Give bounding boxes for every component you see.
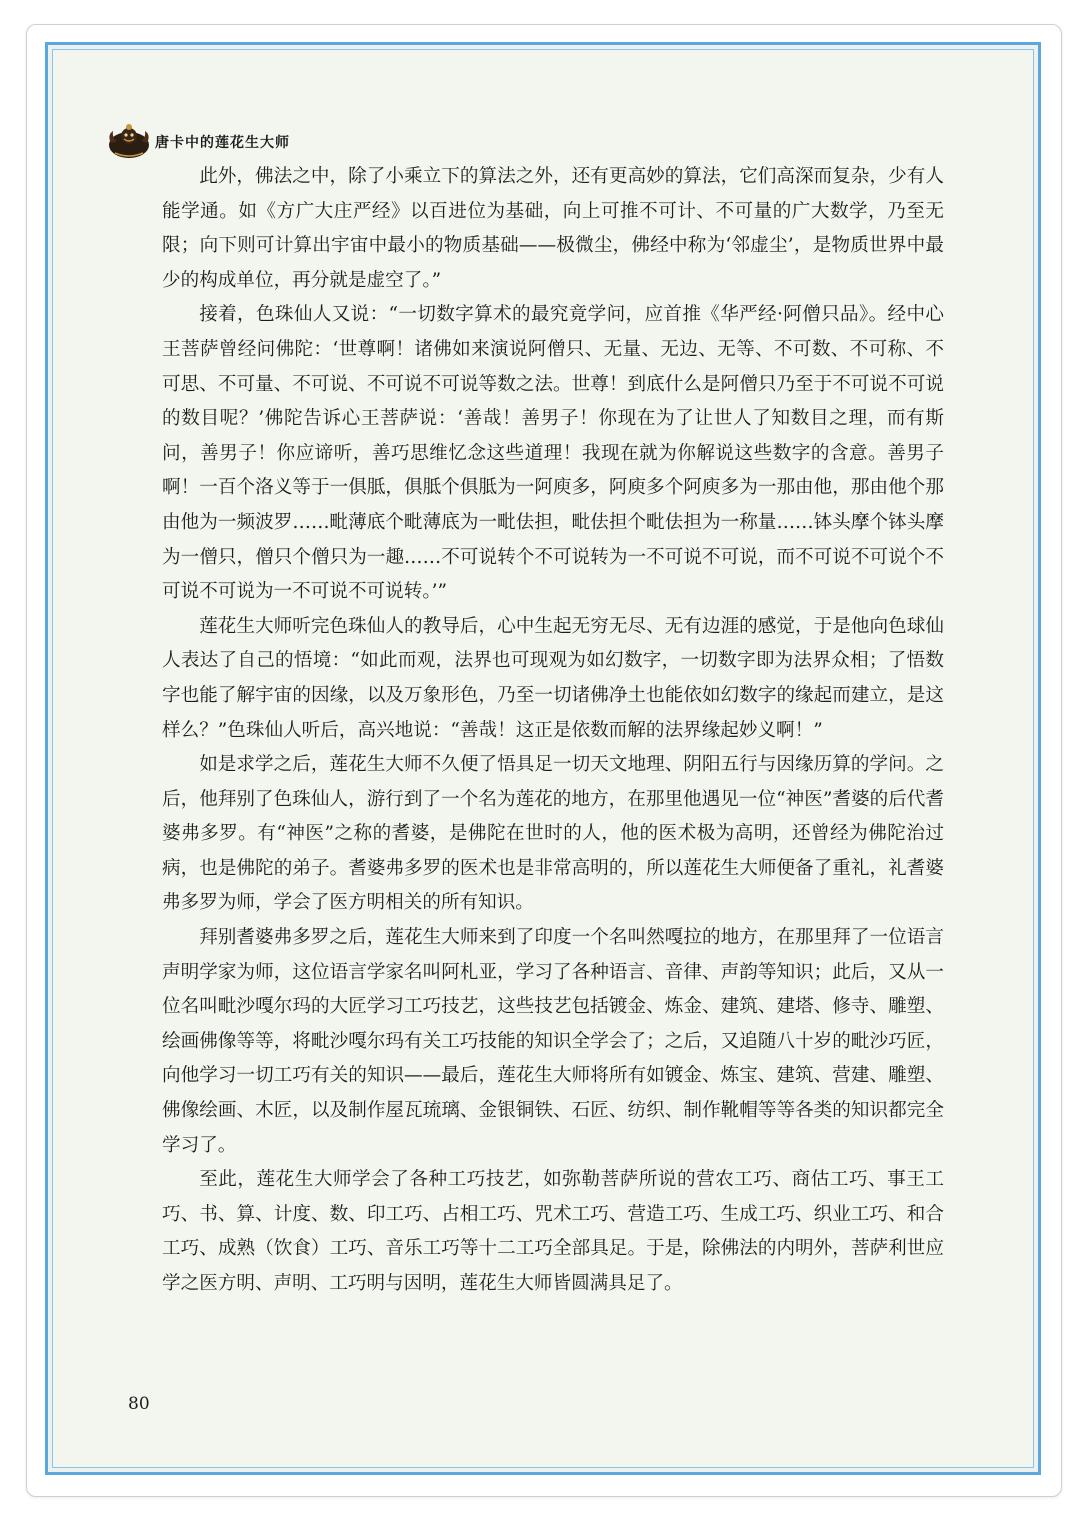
- page-number: 80: [128, 1394, 150, 1414]
- paragraph: 此外，佛法之中，除了小乘立下的算法之外，还有更高妙的算法，它们高深而复杂，少有人能学通。如《方广大庄严经》以百进位为基础，向上可推不可计、不可量的广大数学，乃至无限；向下则可计算出宇宙中最小的物质基础——极微尘，佛经中称为‘邻虚尘’，是物质世界中最少的构成单位，再分就是虚空了。”: [162, 166, 944, 291]
- paragraph: 如是求学之后，莲花生大师不久便了悟具足一切天文地理、阴阳五行与因缘历算的学问。之后，他拜别了色珠仙人，游行到了一个名为莲花的地方，在那里他遇见一位“神医”耆婆的后代耆婆弗多罗。有“神医”之称的耆婆，是佛陀在世时的人，他的医术极为高明，还曾经为佛陀治过病，也是佛陀的弟子。耆婆弗多罗的医术也是非常高明的，所以莲花生大师便备了重礼，礼耆婆弗多罗为师，学会了医方明相关的所有知识。: [162, 754, 944, 914]
- paragraph: 拜别耆婆弗多罗之后，莲花生大师来到了印度一个名叫然嘎拉的地方，在那里拜了一位语言声明学家为师，这位语言学家名叫阿札亚，学习了各种语言、音律、声韵等知识；此后，又从一位名叫毗沙嘎尔玛的大匠学习工巧技艺，这些技艺包括镀金、炼金、建筑、建塔、修寺、雕塑、绘画佛像等等，将毗沙嘎尔玛有关工巧技能的知识全学会了；之后，又追随八十岁的毗沙巧匠，向他学习一切工巧有关的知识——最后，莲花生大师将所有如镀金、炼宝、建筑、营建、雕塑、佛像绘画、木匠，以及制作屋瓦琉璃、金银铜铁、石匠、纺织、制作靴帽等等各类的知识都完全学习了。: [162, 927, 944, 1156]
- dharma-guardian-icon: [105, 123, 153, 161]
- header-title: 唐卡中的莲花生大师: [155, 135, 290, 151]
- body-text: [162, 160, 944, 1302]
- paragraph: 莲花生大师听完色珠仙人的教导后，心中生起无穷无尽、无有边涯的感觉，于是他向色球仙人表达了自己的悟境：“如此而观，法界也可现观为如幻数字，一切数字即为法界众相；了悟数字也能了解宇宙的因缘，以及万象形色，乃至一切诸佛净土也能依如幻数字的缘起而建立，是这样么？”色珠仙人听后，高兴地说：“善哉！这正是依数而解的法界缘起妙义啊！”: [162, 615, 944, 741]
- running-header: [105, 120, 290, 164]
- paragraph: 接着，色珠仙人又说：“一切数字算术的最究竟学问，应首推《华严经·阿僧只品》。经中心王菩萨曾经问佛陀：‘世尊啊！诸佛如来演说阿僧只、无量、无边、无等、不可数、不可称、不可思、不可量、不可说、不可说不可说等数之法。世尊！到底什么是阿僧只乃至于不可说不可说的数目呢？’佛陀告诉心王菩萨说：‘善哉！善男子！你现在为了让世人了知数目之理，而有斯问，善男子！你应谛听，善巧思维忆念这些道理！我现在就为你解说这些数字的含意。善男子啊！一百个洛义等于一俱胝，俱胝个俱胝为一阿庾多，阿庾多个阿庾多为一那由他，那由他个那由他为一频波罗……毗薄底个毗薄底为一毗佉担，毗佉担个毗佉担为一称量……钵头摩个钵头摩为一僧只，僧只个僧只为一趣……不可说转个不可说转为一不可说不可说，而不可说不可说个不可说不可说为一不可说不可说转。’”: [162, 304, 944, 603]
- paragraph: 至此，莲花生大师学会了各种工巧技艺，如弥勒菩萨所说的营农工巧、商估工巧、事王工巧、书、算、计度、数、印工巧、占相工巧、咒术工巧、营造工巧、生成工巧、织业工巧、和合工巧、成熟（饮食）工巧、音乐工巧等十二工巧全部具足。于是，除佛法的内明外，菩萨利世应学之医方明、声明、工巧明与因明，莲花生大师皆圆满具足了。: [162, 1169, 944, 1294]
